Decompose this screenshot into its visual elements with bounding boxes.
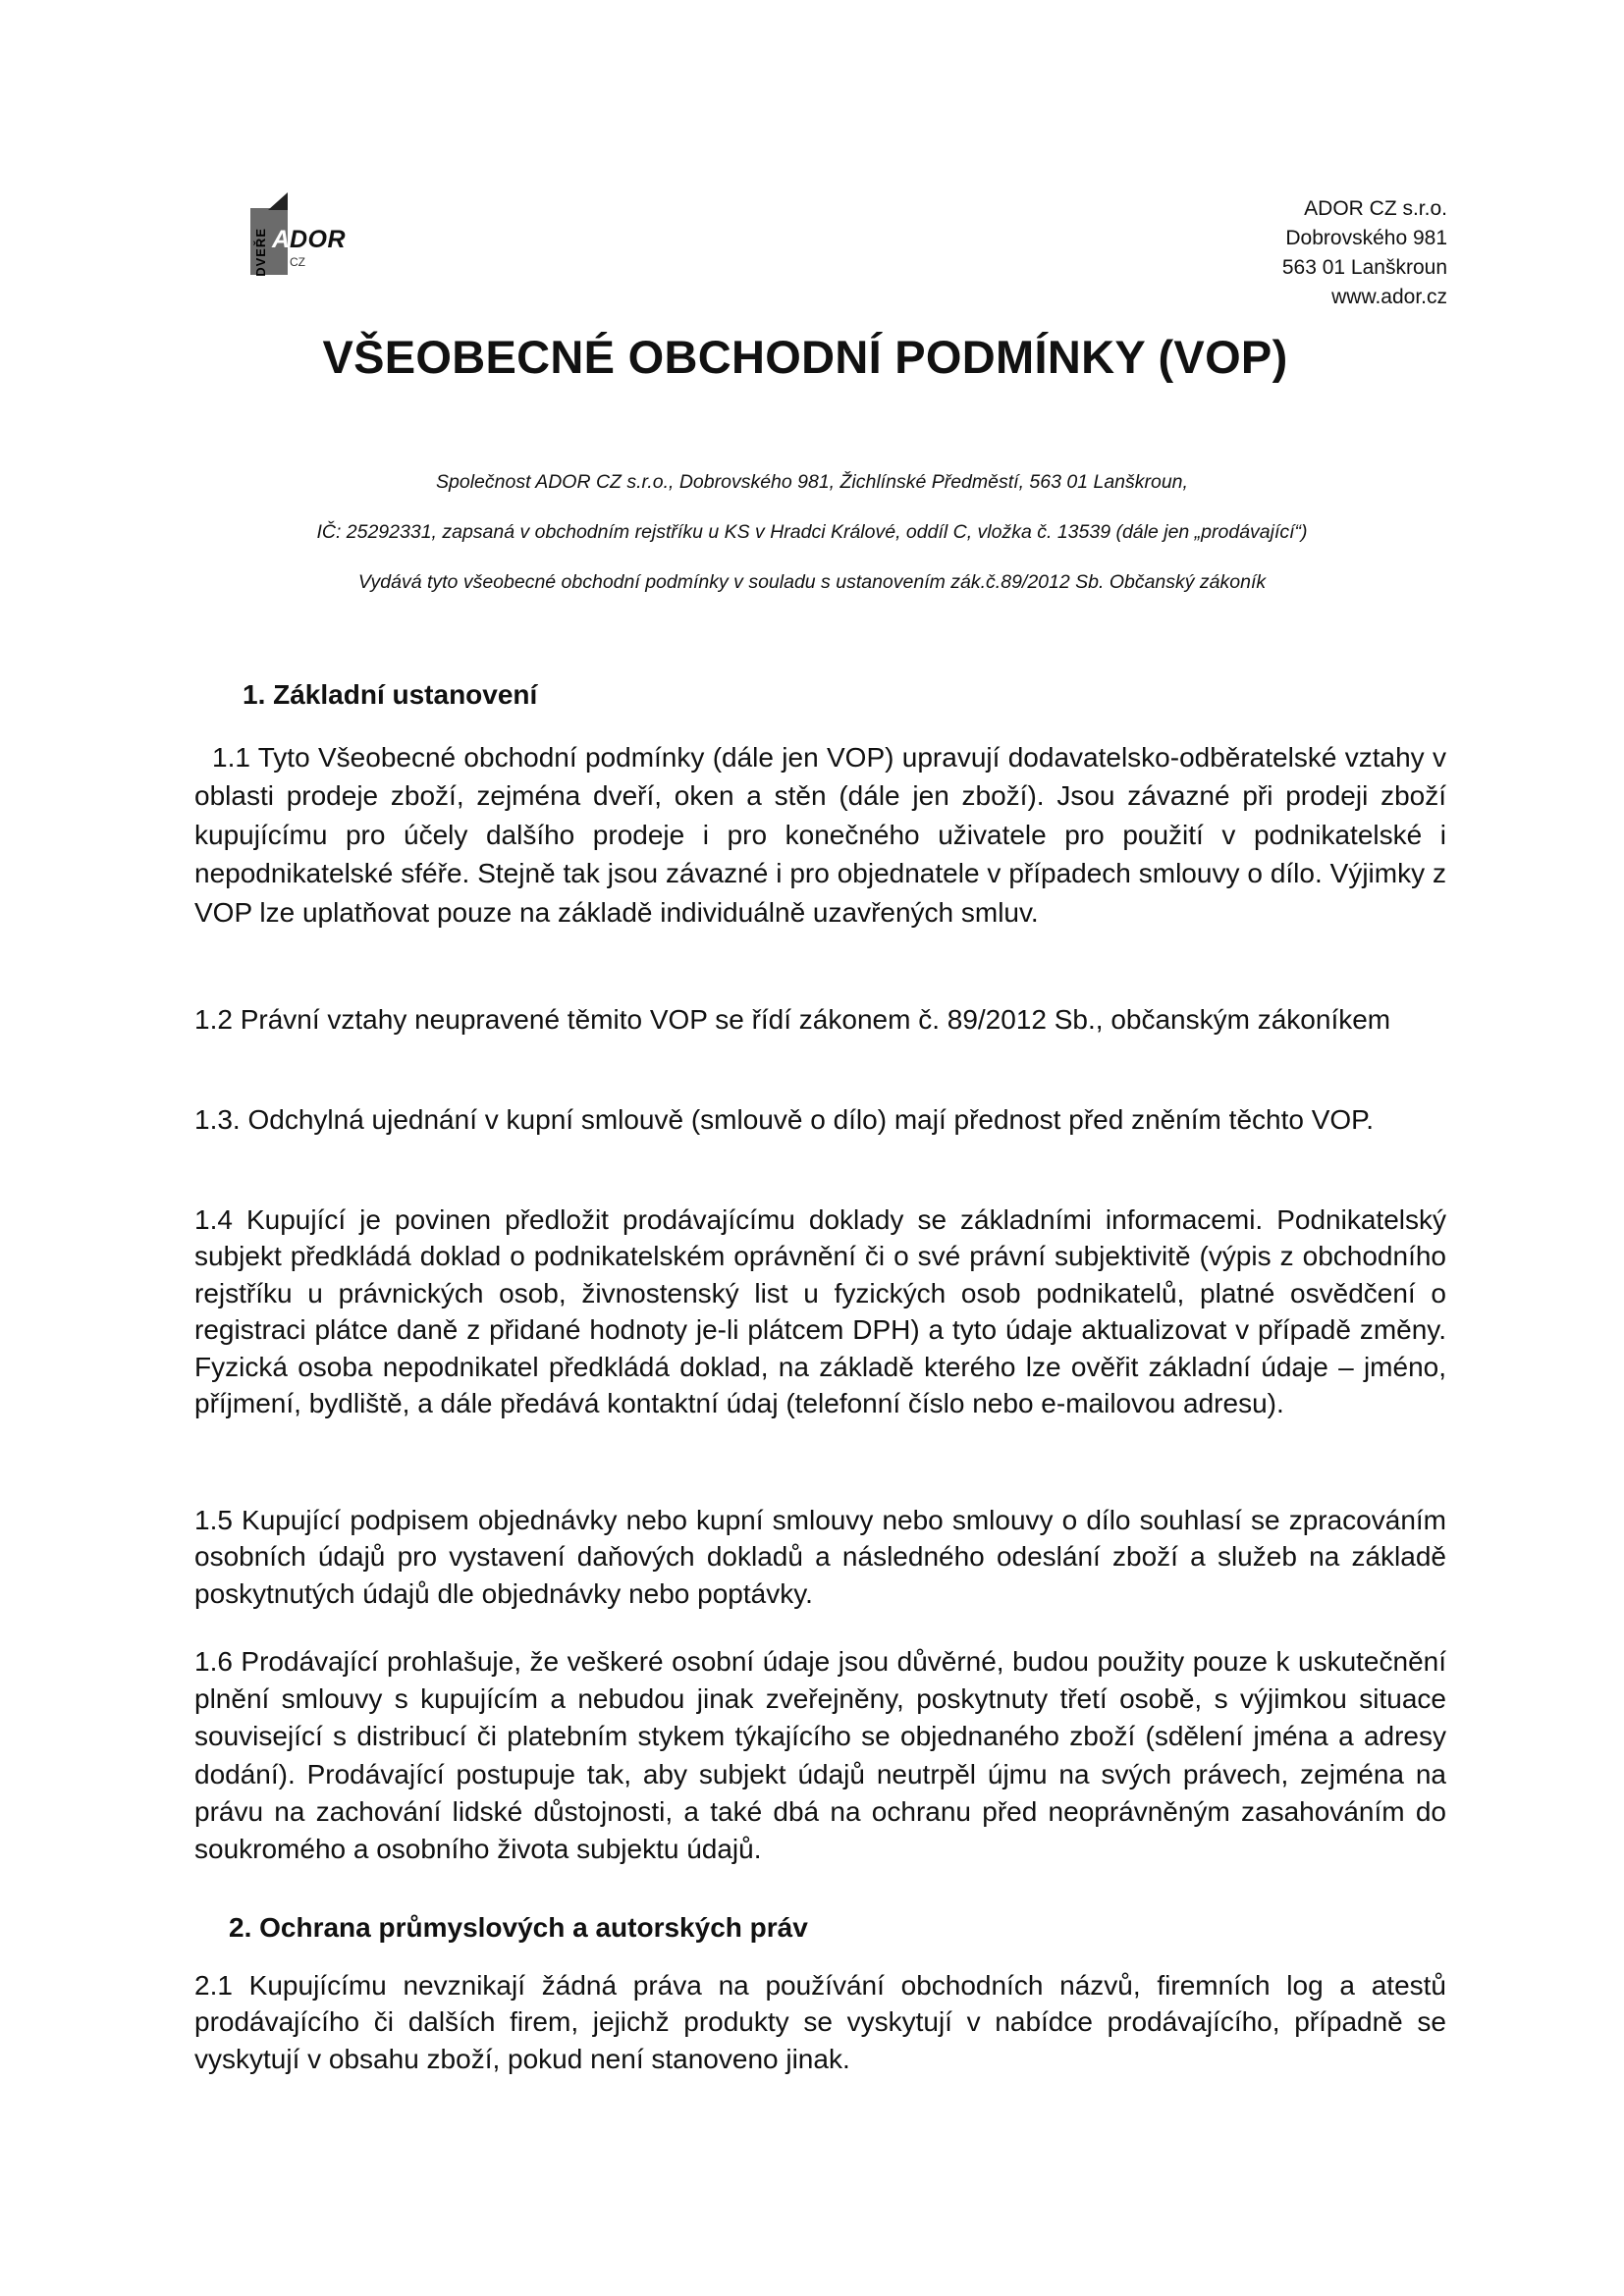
- intro-line-issued: Vydává tyto všeobecné obchodní podmínky v souladu s ustanovením zák.č.89/2012 Sb. Občanský zákoník: [357, 571, 1267, 593]
- company-street: Dobrovského 981: [1285, 227, 1447, 249]
- section-heading: 1. Základní ustanovení: [243, 679, 538, 710]
- paragraph: 1.2 Právní vztahy neupravené těmito VOP se řídí zákonem č. 89/2012 Sb., občanským zákoníkem: [194, 1004, 1391, 1035]
- ador-logo: [250, 192, 358, 275]
- logo-cap: [268, 192, 288, 210]
- logo-vertical-text: DVEŘE: [253, 228, 268, 277]
- company-name: ADOR CZ s.r.o.: [1304, 197, 1447, 220]
- section-heading: 2. Ochrana průmyslových a autorských práv: [229, 1912, 808, 1943]
- logo-brand-text: DOR: [290, 226, 347, 253]
- paragraph: 1.4 Kupující je povinen předložit prodávajícímu doklady se základními informacemi. Podnikatelský subjekt předkládá doklad o podnikatelském oprávnění či o své právní subjektivitě (výpis z obchodního rejstříku u právnických osob, živnostenský list u fyzických osob podnikatelů, platné osvědčení o registraci plátce daně z přidané hodnoty je-li plátcem DPH) a tyto údaje aktualizovat v případě změny. Fyzická osoba nepodnikatel předkládá doklad, na základě kterého lze ověřit základní údaje – jméno, příjmení, bydliště, a dále předává kontaktní údaj (telefonní číslo nebo e-mailovou adresu).: [194, 1204, 1446, 1419]
- company-web: www.ador.cz: [1331, 286, 1447, 308]
- logo-cz: CZ: [290, 255, 305, 269]
- intro-line-registration: IČ: 25292331, zapsaná v obchodním rejstříku u KS v Hradci Králové, oddíl C, vložka č. 13539 (dále jen „prodávající“): [316, 521, 1308, 543]
- paragraph: 1.6 Prodávající prohlašuje, že veškeré osobní údaje jsou důvěrné, budou použity pouze k uskutečnění plnění smlouvy s kupujícím a nebudou jinak zveřejněny, poskytnuty třetí osobě, s výjimkou situace související s distribucí či platebním stykem týkajícího se objednaného zboží (sdělení jména a adresy dodání). Prodávající postupuje tak, aby subjekt údajů neutrpěl újmu na svých právech, zejména na právu na zachování lidské důstojnosti, a také dbá na ochranu před neoprávněným zasahováním do soukromého a osobního života subjektu údajů.: [194, 1646, 1446, 1865]
- intro-line-company: Společnost ADOR CZ s.r.o., Dobrovského 981, Žichlínské Předměstí, 563 01 Lanškroun,: [436, 471, 1188, 493]
- logo-brand-initial: A: [272, 226, 291, 253]
- paragraph: 1.5 Kupující podpisem objednávky nebo kupní smlouvy nebo smlouvy o dílo souhlasí se zpracováním osobních údajů pro vystavení daňových dokladů a následného odeslání zboží a služeb na základě poskytnutých údajů dle objednávky nebo poptávky.: [194, 1505, 1446, 1609]
- company-city: 563 01 Lanškroun: [1281, 256, 1447, 279]
- paragraph: 2.1 Kupujícímu nevznikají žádná práva na používání obchodních názvů, firemních log a atestů prodávajícího či dalších firem, jejichž produkty se vyskytují v nabídce prodávajícího, případně se vyskytují v obsahu zboží, pokud není stanoveno jinak.: [194, 1970, 1446, 2074]
- paragraph: 1.1 Tyto Všeobecné obchodní podmínky (dále jen VOP) upravují dodavatelsko-odběratelské vztahy v oblasti prodeje zboží, zejména dveří, oken a stěn (dále jen zboží). Jsou závazné při prodeji zboží kupujícímu pro účely dalšího prodeje i pro konečného uživatele pro použití v podnikatelské i nepodnikatelské sféře. Stejně tak jsou závazné i pro objednatele v případech smlouvy o dílo. Výjimky z VOP lze uplatňovat pouze na základě individuálně uzavřených smluv.: [194, 742, 1446, 928]
- company-address: [1282, 194, 1447, 312]
- document-title: VŠEOBECNÉ OBCHODNÍ PODMÍNKY (VOP): [322, 331, 1288, 383]
- paragraph: 1.3. Odchylná ujednání v kupní smlouvě (smlouvě o dílo) mají přednost před zněním těchto VOP.: [194, 1104, 1375, 1135]
